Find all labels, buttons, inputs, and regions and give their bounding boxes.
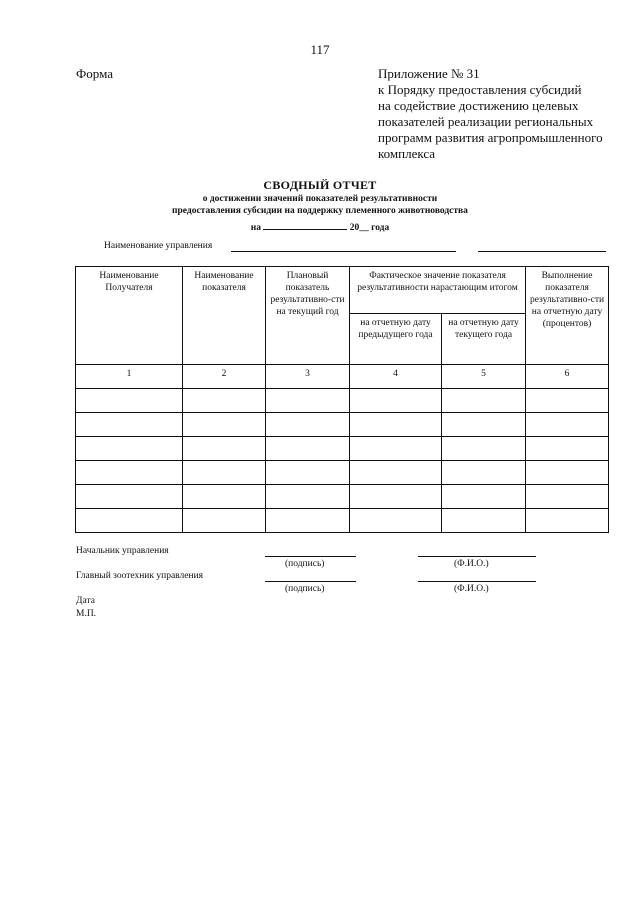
appendix-line: на содействие достижению целевых bbox=[378, 98, 579, 113]
signature-caption: (подпись) bbox=[285, 584, 325, 594]
form-label: Форма bbox=[76, 66, 113, 81]
column-number: 4 bbox=[350, 365, 442, 389]
table-cell[interactable] bbox=[183, 389, 266, 413]
table-row bbox=[76, 437, 609, 461]
table-header-row bbox=[76, 267, 609, 314]
table-cell[interactable] bbox=[526, 485, 609, 509]
report-table bbox=[75, 266, 609, 533]
table-cell[interactable] bbox=[350, 389, 442, 413]
period-date-blank[interactable] bbox=[263, 220, 347, 230]
appendix-line: комплекса bbox=[378, 146, 436, 161]
appendix-line: Приложение № 31 bbox=[378, 66, 480, 81]
table-cell[interactable] bbox=[266, 461, 350, 485]
table-cell[interactable] bbox=[76, 509, 183, 533]
table-cell[interactable] bbox=[442, 389, 526, 413]
table-cell[interactable] bbox=[350, 437, 442, 461]
report-period bbox=[251, 220, 389, 234]
table-cell[interactable] bbox=[183, 485, 266, 509]
column-number: 2 bbox=[183, 365, 266, 389]
appendix-line: к Порядку предоставления субсидий bbox=[378, 82, 582, 97]
stamp-label: М.П. bbox=[76, 609, 97, 619]
header-completion: Выполнение показателя результативно-сти на отчетную дату (процентов) bbox=[526, 267, 609, 365]
head-signature-field[interactable] bbox=[265, 556, 356, 557]
table-cell[interactable] bbox=[350, 413, 442, 437]
table-cell[interactable] bbox=[266, 485, 350, 509]
table-row bbox=[76, 461, 609, 485]
head-label: Начальник управления bbox=[76, 546, 169, 556]
header-recipient: Наименование Получателя bbox=[76, 267, 183, 365]
appendix-line: программ развития агропромышленного bbox=[378, 130, 603, 145]
table-cell[interactable] bbox=[183, 413, 266, 437]
report-title-block bbox=[0, 178, 640, 235]
table-cell[interactable] bbox=[266, 389, 350, 413]
table-cell[interactable] bbox=[442, 485, 526, 509]
table-cell[interactable] bbox=[183, 461, 266, 485]
column-number: 1 bbox=[76, 365, 183, 389]
appendix-line: показателей реализации региональных bbox=[378, 114, 594, 129]
table-cell[interactable] bbox=[442, 461, 526, 485]
table-cell[interactable] bbox=[442, 413, 526, 437]
chief-signature-field[interactable] bbox=[265, 581, 356, 582]
table-cell[interactable] bbox=[76, 389, 183, 413]
table-cell[interactable] bbox=[266, 437, 350, 461]
table-cell[interactable] bbox=[442, 509, 526, 533]
chief-label: Главный зоотехник управления bbox=[76, 571, 204, 581]
management-name-field[interactable] bbox=[231, 251, 456, 252]
column-number-row bbox=[76, 365, 609, 389]
period-prefix: на bbox=[250, 223, 261, 233]
table-cell[interactable] bbox=[350, 509, 442, 533]
table-row bbox=[76, 389, 609, 413]
column-number: 3 bbox=[266, 365, 350, 389]
name-caption: (Ф.И.О.) bbox=[454, 559, 489, 569]
name-caption: (Ф.И.О.) bbox=[454, 584, 489, 594]
table-cell[interactable] bbox=[526, 389, 609, 413]
table-cell[interactable] bbox=[76, 437, 183, 461]
table-cell[interactable] bbox=[266, 413, 350, 437]
table-cell[interactable] bbox=[350, 485, 442, 509]
report-subtitle-1: о достижении значений показателей результативности bbox=[202, 194, 438, 204]
header-actual-group: Фактическое значение показателя результативности нарастающим итогом bbox=[350, 267, 526, 314]
table-cell[interactable] bbox=[76, 485, 183, 509]
header-prev-year: на отчетную дату предыдущего года bbox=[350, 314, 442, 365]
date-label: Дата bbox=[76, 596, 95, 606]
signature-caption: (подпись) bbox=[285, 559, 325, 569]
column-number: 5 bbox=[442, 365, 526, 389]
table-row bbox=[76, 509, 609, 533]
management-label: Наименование управления bbox=[104, 241, 213, 251]
table-cell[interactable] bbox=[350, 461, 442, 485]
header-current-year: на отчетную дату текущего года bbox=[442, 314, 526, 365]
report-subtitle-2: предоставления субсидии на поддержку племенного животноводства bbox=[172, 206, 468, 216]
table-cell[interactable] bbox=[183, 509, 266, 533]
table-cell[interactable] bbox=[526, 437, 609, 461]
column-number: 6 bbox=[526, 365, 609, 389]
table-cell[interactable] bbox=[76, 413, 183, 437]
table-cell[interactable] bbox=[526, 461, 609, 485]
chief-name-field[interactable] bbox=[418, 581, 536, 582]
table-cell[interactable] bbox=[183, 437, 266, 461]
table-cell[interactable] bbox=[442, 437, 526, 461]
report-title: СВОДНЫЙ ОТЧЕТ bbox=[263, 178, 377, 192]
period-year: 20__ года bbox=[349, 223, 390, 233]
page-number: 117 bbox=[310, 42, 330, 57]
table-cell[interactable] bbox=[526, 413, 609, 437]
table-cell[interactable] bbox=[526, 509, 609, 533]
appendix-header bbox=[378, 66, 618, 162]
header-planned: Плановый показатель результативно-сти на текущий год bbox=[266, 267, 350, 365]
table-row bbox=[76, 485, 609, 509]
header-indicator: Наименование показателя bbox=[183, 267, 266, 365]
head-name-field[interactable] bbox=[418, 556, 536, 557]
table-row bbox=[76, 413, 609, 437]
table-cell[interactable] bbox=[76, 461, 183, 485]
table-cell[interactable] bbox=[266, 509, 350, 533]
management-name-field-extra[interactable] bbox=[478, 251, 606, 252]
